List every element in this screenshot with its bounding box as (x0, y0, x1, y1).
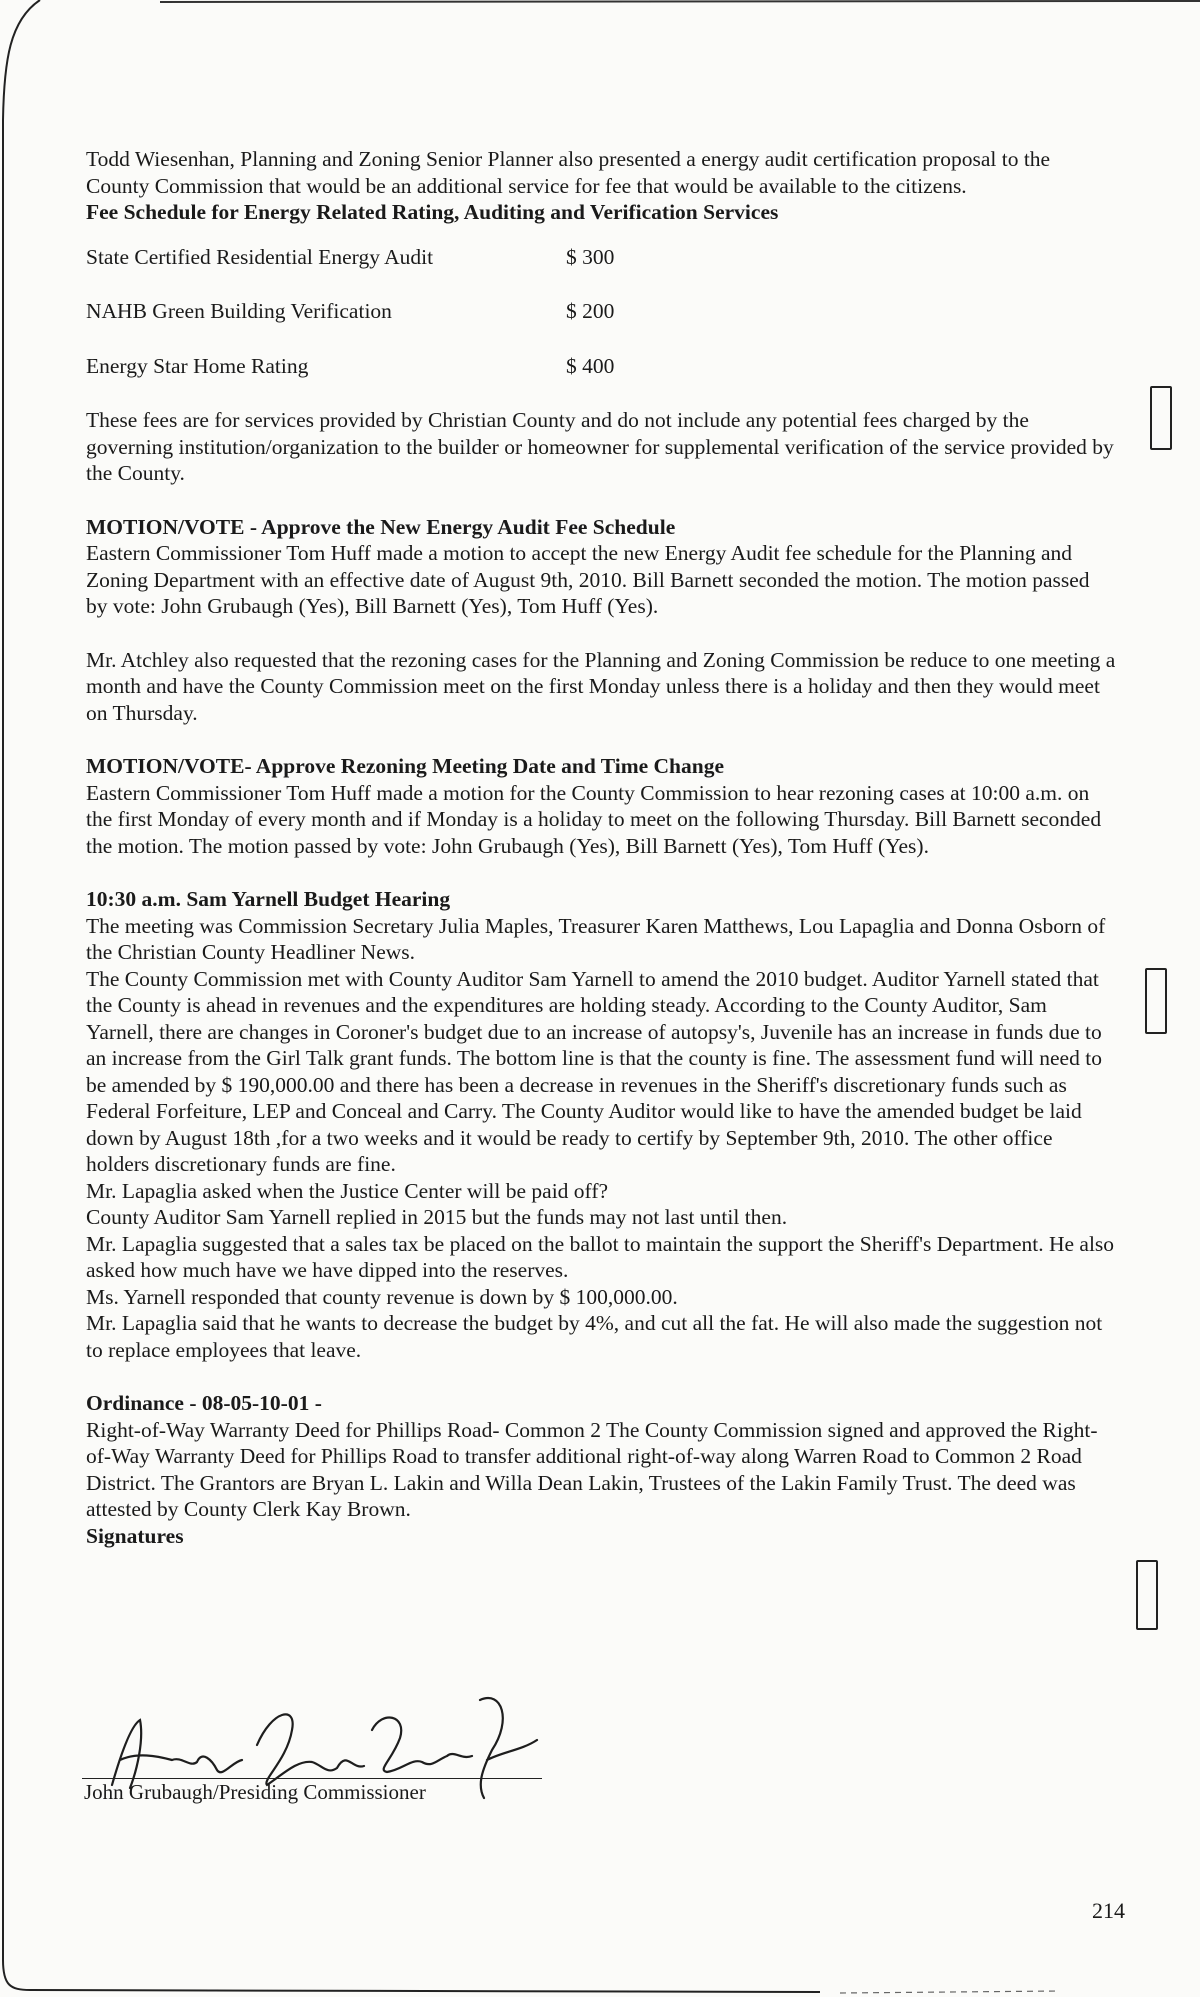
budget-line: Mr. Lapaglia suggested that a sales tax be placed on the ballot to maintain the support the Sheriff's Department. He also asked how much have we have dipped into the reserves. (86, 1231, 1115, 1282)
motion1-heading: MOTION/VOTE - Approve the New Energy Audit Fee Schedule (86, 514, 676, 539)
fee-amount: $ 200 (566, 299, 615, 323)
margin-bracket (1150, 386, 1172, 450)
fee-amount: $ 300 (566, 244, 615, 269)
fee-note: These fees are for services provided by Christian County and do not include any potential fees charged by the governing institution/organization to the builder or homeowner for supplemental verification of the service provided by the County. (86, 408, 1114, 485)
signature-line (82, 1778, 542, 1779)
fee-schedule-heading: Fee Schedule for Energy Related Rating, Auditing and Verification Services (86, 200, 779, 224)
ordinance-heading: Ordinance - 08-05-10-01 - (86, 1391, 322, 1415)
signature-block (82, 1690, 562, 1820)
fee-table (86, 244, 1116, 380)
atchley-request: Mr. Atchley also requested that the rezoning cases for the Planning and Zoning Commission be reduce to one meeting a month and have the County Commission meet on the first Monday unless there is a holiday and then they would meet on Thursday. (86, 647, 1116, 725)
budget-line: The meeting was Commission Secretary Julia Maples, Treasurer Karen Matthews, Lou Lapaglia and Donna Osborn of the Christian County Headliner News. (86, 913, 1106, 964)
fee-row (86, 298, 1116, 325)
fee-amount: $ 400 (566, 353, 615, 378)
budget-line: Mr. Lapaglia said that he wants to decrease the budget by 4%, and cut all the fat. He will also made the suggestion not to replace employees that leave. (86, 1311, 1103, 1362)
fee-row (86, 353, 1116, 380)
motion1-body: Eastern Commissioner Tom Huff made a motion to accept the new Energy Audit fee schedule for the Planning and Zoning Department with an effective date of August 9th, 2010. Bill Barnett seconded the motion. The motion passed by vote: John Grubaugh (Yes), Bill Barnett (Yes), Tom Huff (Yes). (86, 541, 1090, 618)
margin-bracket (1136, 1560, 1158, 1630)
motion2-heading: MOTION/VOTE- Approve Rezoning Meeting Date and Time Change (86, 754, 725, 778)
fee-row (86, 244, 1116, 271)
document-body (86, 146, 1116, 1549)
page-number: 214 (1092, 1898, 1125, 1923)
budget-line: Mr. Lapaglia asked when the Justice Center will be paid off? (86, 1178, 609, 1203)
budget-line: The County Commission met with County Auditor Sam Yarnell to amend the 2010 budget. Auditor Yarnell stated that the County is ahead in revenues and the expenditures are holding steady. According to the County Auditor, Sam Yarnell, there are changes in Coroner's budget due to an increase of autopsy's, Juvenile has an increase in funds due to an increase from the Girl Talk grant funds. The bottom line is that the county is fine. The assessment fund will need to be amended by $ 190,000.00 and there has been a decrease in revenues in the Sheriff's discretionary funds such as Federal Forfeiture, LEP and Conceal and Carry. The County Auditor would like to have the amended budget be laid down by August 18th ,for a two weeks and it would be ready to certify by September 9th, 2010. The other office holders discretionary funds are fine. (86, 966, 1102, 1176)
ordinance-body: Right-of-Way Warranty Deed for Phillips Road- Common 2 The County Commission signed and approved the Right-of-Way Warranty Deed for Phillips Road to transfer additional right-of-way along Warren Road to Common 2 Road District. The Grantors are Bryan L. Lakin and Willa Dean Lakin, Trustees of the Lakin Family Trust. The deed was attested by County Clerk Kay Brown. (86, 1417, 1098, 1521)
margin-bracket (1145, 968, 1167, 1034)
motion2-body: Eastern Commissioner Tom Huff made a motion for the County Commission to hear rezoning cases at 10:00 a.m. on the first Monday of every month and if Monday is a holiday to meet on the following Thursday. Bill Barnett seconded the motion. The motion passed by vote: John Grubaugh (Yes), Bill Barnett (Yes), Tom Huff (Yes). (86, 780, 1102, 858)
fee-service: NAHB Green Building Verification (86, 299, 392, 323)
signer-name: John Grubaugh/Presiding Commissioner (84, 1780, 426, 1804)
signatures-label: Signatures (86, 1523, 184, 1548)
budget-line: Ms. Yarnell responded that county revenue is down by $ 100,000.00. (86, 1284, 678, 1309)
budget-line: County Auditor Sam Yarnell replied in 2015 but the funds may not last until then. (86, 1205, 788, 1229)
budget-hearing-heading: 10:30 a.m. Sam Yarnell Budget Hearing (86, 887, 451, 911)
fee-service: Energy Star Home Rating (86, 353, 309, 378)
fee-service: State Certified Residential Energy Audit (86, 244, 434, 269)
intro-paragraph: Todd Wiesenhan, Planning and Zoning Senior Planner also presented a energy audit certification proposal to the County Commission that would be an additional service for fee that would be available to the citizens. (86, 147, 1051, 198)
